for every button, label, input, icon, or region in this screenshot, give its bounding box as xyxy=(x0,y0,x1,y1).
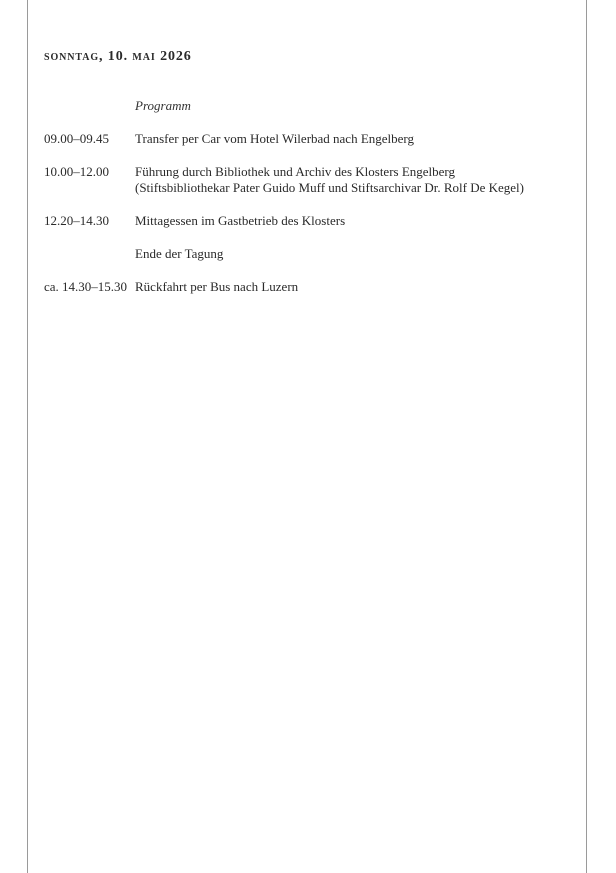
schedule-description-line: Transfer per Car vom Hotel Wilerbad nach Engelberg xyxy=(135,131,415,146)
schedule-row xyxy=(44,164,574,196)
schedule-list xyxy=(44,131,574,295)
page-border-right xyxy=(586,0,587,873)
schedule-row xyxy=(44,131,574,147)
date-heading: sonntag, 10. mai 2026 xyxy=(44,49,192,64)
schedule-description-line: Führung durch Bibliothek und Archiv des Klosters Engelberg xyxy=(135,164,456,179)
program-label: Programm xyxy=(135,98,191,113)
schedule-row xyxy=(44,279,574,295)
schedule-description xyxy=(135,131,574,147)
schedule-row xyxy=(44,246,574,262)
schedule-description-line: Ende der Tagung xyxy=(135,246,224,261)
schedule-row xyxy=(44,213,574,229)
schedule-time xyxy=(44,246,135,262)
schedule-time: 12.20–14.30 xyxy=(44,213,109,228)
schedule-description-line: (Stiftsbibliothekar Pater Guido Muff und Stiftsarchivar Dr. Rolf De Kegel) xyxy=(135,180,524,195)
schedule-description-line: Mittagessen im Gastbetrieb des Klosters xyxy=(135,213,346,228)
schedule-description-line: Rückfahrt per Bus nach Luzern xyxy=(135,279,299,294)
page-border-left xyxy=(27,0,28,873)
schedule-time: 09.00–09.45 xyxy=(44,131,109,146)
schedule-time: 10.00–12.00 xyxy=(44,164,109,179)
schedule-description xyxy=(135,213,574,229)
schedule-description xyxy=(135,246,574,262)
schedule-description xyxy=(135,164,574,196)
schedule-time: ca. 14.30–15.30 xyxy=(44,279,128,294)
schedule-description xyxy=(135,279,574,295)
document-content xyxy=(44,46,574,312)
